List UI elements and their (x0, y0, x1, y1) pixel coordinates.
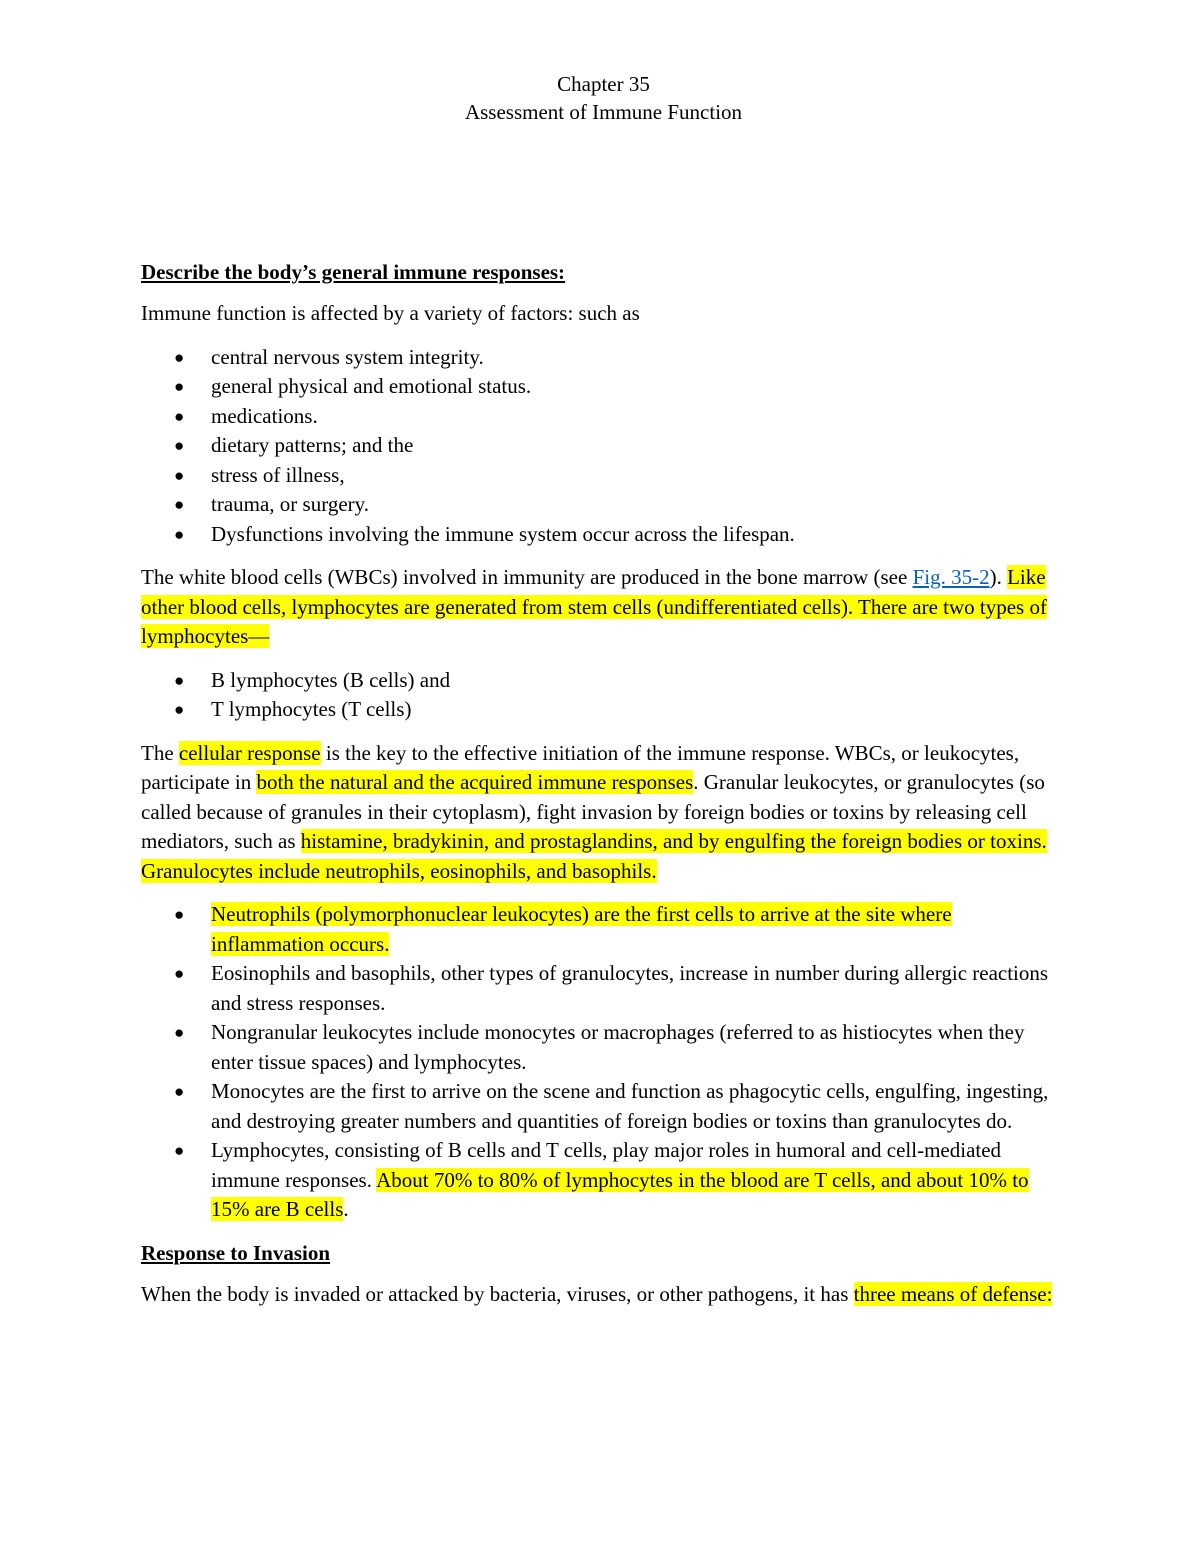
highlighted-text: About 70% to 80% of lymphocytes in the blood are T cells, and about 10% to 15% are B cells (211, 1167, 1029, 1221)
factor-text: general physical and emotional status. (211, 374, 532, 398)
highlighted-text: cellular response (178, 740, 321, 765)
highlighted-text: three means of defense: (853, 1281, 1053, 1306)
list-item (141, 666, 1066, 696)
factor-text: central nervous system integrity. (211, 344, 484, 369)
highlighted-text: Neutrophils (polymorphonuclear leukocytes) are the first cells to arrive at the site where inflammation occurs. (211, 902, 952, 956)
highlighted-text: both the natural and the acquired immune responses (256, 770, 694, 794)
list-item (141, 431, 1066, 461)
list-item (141, 343, 1066, 373)
factors-intro: Immune function is affected by a variety of factors: such as (141, 301, 640, 325)
cellular-response-paragraph (141, 739, 1066, 887)
wbc-text-b: ). (989, 565, 1008, 589)
bullet-icon: ● (174, 377, 185, 396)
factor-text: dietary patterns; and the (211, 433, 414, 457)
wbc-text-a: The white blood cells (WBCs) involved in immunity are produced in the bone marrow (see (141, 565, 913, 589)
lymphocyte-type-text: B lymphocytes (B cells) and (211, 667, 451, 692)
factor-text: stress of illness, (211, 462, 345, 487)
cellular-text-1: The (141, 740, 179, 765)
list-item (141, 402, 1066, 432)
bullet-icon: ● (174, 964, 185, 983)
list-item (141, 1018, 1066, 1077)
lymphocyte-types-list (141, 666, 1066, 725)
document-page (141, 70, 1066, 1323)
cell-types-list (141, 900, 1066, 1225)
chapter-number: Chapter 35 (557, 72, 650, 96)
bullet-icon: ● (174, 1023, 185, 1042)
cell-item-text: Monocytes are the first to arrive on the scene and function as phagocytic cells, engulfing, ingesting, and destroying greater numbers and quantities of foreign bodies or toxins than granulocytes do. (211, 1079, 1049, 1133)
bullet-icon: ● (174, 700, 185, 719)
cell-item-text: Nongranular leukocytes include monocytes or macrophages (referred to as histiocytes when they enter tissue spaces) and lymphocytes. (211, 1020, 1025, 1074)
wbc-paragraph (141, 563, 1066, 652)
section-heading-response-to-invasion: Response to Invasion (141, 1240, 331, 1265)
list-item (141, 959, 1066, 1018)
figure-link[interactable]: Fig. 35-2 (912, 565, 990, 589)
invasion-text: When the body is invaded or attacked by bacteria, viruses, or other pathogens, it has (141, 1281, 854, 1306)
list-item (141, 461, 1066, 491)
factors-list (141, 343, 1066, 550)
list-item (141, 1136, 1066, 1225)
factor-text: trauma, or surgery. (211, 492, 370, 516)
cellular-text-2: is the key to the effective initiation of the immune response. WBCs, or leukocytes, participate in (141, 740, 1020, 794)
bullet-icon: ● (174, 670, 185, 690)
lymphocyte-type-text: T lymphocytes (T cells) (211, 697, 412, 721)
bullet-icon: ● (174, 905, 185, 924)
cellular-text-3: . Granular leukocytes, or granulocytes (so called because of granules in their cytoplasm), fight invasion by foreign bodies or toxins by releasing cell mediators, such as (141, 770, 1045, 853)
bullet-icon: ● (174, 524, 185, 544)
list-item (141, 490, 1066, 520)
cell-item-text: Lymphocytes, consisting of B cells and T cells, play major roles in humoral and cell-mediated immune responses. (211, 1138, 1002, 1192)
bullet-icon: ● (174, 436, 185, 455)
bullet-icon: ● (174, 465, 185, 485)
title-block (141, 70, 1066, 126)
bullet-icon: ● (174, 347, 185, 367)
list-item (141, 695, 1066, 725)
invasion-paragraph (141, 1280, 1066, 1310)
highlighted-text: Like other blood cells, lymphocytes are generated from stem cells (undifferentiated cells). There are two types of lymphocytes— (141, 565, 1047, 648)
bullet-icon: ● (174, 495, 185, 514)
cell-item-text-end: . (343, 1197, 349, 1221)
list-item (141, 1077, 1066, 1136)
bullet-icon: ● (174, 1141, 185, 1160)
list-item (141, 520, 1066, 550)
bullet-icon: ● (174, 1082, 185, 1101)
list-item (141, 900, 1066, 959)
section-heading-immune-responses: Describe the body’s general immune responses: (141, 260, 566, 284)
title-spacer (141, 126, 1066, 258)
factor-text: medications. (211, 403, 318, 428)
list-item (141, 372, 1066, 402)
cell-item-text: Eosinophils and basophils, other types of granulocytes, increase in number during allergic reactions and stress responses. (211, 961, 1049, 1015)
chapter-title: Assessment of Immune Function (464, 100, 743, 124)
bullet-icon: ● (174, 406, 185, 426)
highlighted-text: histamine, bradykinin, and prostaglandins, and by engulfing the foreign bodies or toxins. Granulocytes include neutrophils, eosinophils, and basophils. (141, 829, 1047, 883)
factor-text: Dysfunctions involving the immune system occur across the lifespan. (211, 521, 795, 546)
